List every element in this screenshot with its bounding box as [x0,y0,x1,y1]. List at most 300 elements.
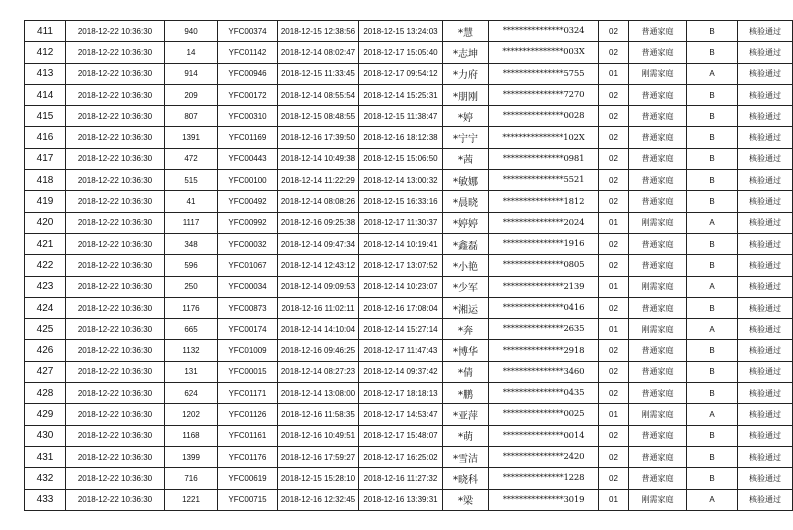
family-type-cell: 普通家庭 [629,361,687,382]
family-type-cell: 普通家庭 [629,84,687,105]
group-cell: B [687,361,738,382]
table-row [25,297,793,318]
family-type-cell: 刚需家庭 [629,63,687,84]
table-row [25,106,793,127]
applicant-name-cell: *湘运 [443,297,489,318]
group-cell: B [687,21,738,42]
submit-time-cell: 2018-12-14 11:22:29 [278,170,359,191]
table-row [25,63,793,84]
group-cell: A [687,319,738,340]
family-type-code-cell: 01 [599,404,629,425]
application-code-cell: YFC00992 [218,212,278,233]
id-number-cell: ***************0805 [489,255,599,276]
seq-no-cell: 433 [25,489,66,510]
publish-time-cell: 2018-12-22 10:36:30 [66,297,165,318]
applicant-name-cell: *婷 [443,106,489,127]
group-cell: A [687,404,738,425]
seq-no-cell: 414 [25,84,66,105]
verification-status-cell: 核验通过 [738,425,793,446]
seq-no-cell: 421 [25,233,66,254]
table-row [25,21,793,42]
id-number-cell: ***************2024 [489,212,599,233]
review-time-cell: 2018-12-15 15:06:50 [359,148,443,169]
publish-time-cell: 2018-12-22 10:36:30 [66,425,165,446]
publish-time-cell: 2018-12-22 10:36:30 [66,489,165,510]
verification-status-cell: 核验通过 [738,319,793,340]
lottery-no-cell: 1132 [165,340,218,361]
applicant-name-cell: *雪洁 [443,446,489,467]
applicant-name-cell: *梁 [443,489,489,510]
review-time-cell: 2018-12-14 13:00:32 [359,170,443,191]
application-code-cell: YFC01126 [218,404,278,425]
id-number-cell: ***************0324 [489,21,599,42]
id-number-cell: ***************5755 [489,63,599,84]
applicant-name-cell: *鑫磊 [443,233,489,254]
lottery-no-cell: 596 [165,255,218,276]
table-row [25,340,793,361]
publish-time-cell: 2018-12-22 10:36:30 [66,404,165,425]
table-row [25,361,793,382]
group-cell: B [687,383,738,404]
lottery-no-cell: 1117 [165,212,218,233]
application-code-cell: YFC01161 [218,425,278,446]
verification-status-cell: 核验通过 [738,212,793,233]
table-row [25,170,793,191]
verification-status-cell: 核验通过 [738,404,793,425]
id-number-cell: ***************2635 [489,319,599,340]
applicant-name-cell: *倩 [443,361,489,382]
publish-time-cell: 2018-12-22 10:36:30 [66,63,165,84]
application-code-cell: YFC01171 [218,383,278,404]
id-number-cell: ***************1916 [489,233,599,254]
publish-time-cell: 2018-12-22 10:36:30 [66,383,165,404]
application-code-cell: YFC01142 [218,42,278,63]
family-type-code-cell: 02 [599,361,629,382]
family-type-code-cell: 02 [599,468,629,489]
seq-no-cell: 412 [25,42,66,63]
family-type-code-cell: 02 [599,170,629,191]
family-type-cell: 普通家庭 [629,127,687,148]
family-type-code-cell: 01 [599,489,629,510]
family-type-code-cell: 01 [599,63,629,84]
verification-status-cell: 核验通过 [738,21,793,42]
table-row [25,276,793,297]
applicant-name-cell: *晓科 [443,468,489,489]
submit-time-cell: 2018-12-14 08:02:47 [278,42,359,63]
submit-time-cell: 2018-12-16 17:39:50 [278,127,359,148]
seq-no-cell: 431 [25,446,66,467]
submit-time-cell: 2018-12-15 11:33:45 [278,63,359,84]
family-type-cell: 普通家庭 [629,148,687,169]
review-time-cell: 2018-12-15 13:24:03 [359,21,443,42]
publish-time-cell: 2018-12-22 10:36:30 [66,255,165,276]
table-row [25,191,793,212]
id-number-cell: ***************5521 [489,170,599,191]
seq-no-cell: 427 [25,361,66,382]
group-cell: B [687,446,738,467]
review-time-cell: 2018-12-17 09:54:12 [359,63,443,84]
application-code-cell: YFC01009 [218,340,278,361]
application-code-cell: YFC00032 [218,233,278,254]
lottery-no-cell: 624 [165,383,218,404]
application-code-cell: YFC00715 [218,489,278,510]
seq-no-cell: 422 [25,255,66,276]
submit-time-cell: 2018-12-15 15:28:10 [278,468,359,489]
family-type-cell: 普通家庭 [629,233,687,254]
verification-status-cell: 核验通过 [738,63,793,84]
publish-time-cell: 2018-12-22 10:36:30 [66,468,165,489]
submit-time-cell: 2018-12-14 09:09:53 [278,276,359,297]
family-type-code-cell: 02 [599,191,629,212]
family-type-code-cell: 02 [599,21,629,42]
applicant-name-cell: *亚萍 [443,404,489,425]
id-number-cell: ***************0028 [489,106,599,127]
table-row [25,255,793,276]
family-type-code-cell: 02 [599,340,629,361]
family-type-cell: 刚需家庭 [629,404,687,425]
verification-status-cell: 核验通过 [738,297,793,318]
seq-no-cell: 420 [25,212,66,233]
table-body [25,21,793,511]
id-number-cell: ***************0981 [489,148,599,169]
applicant-name-cell: *奔 [443,319,489,340]
family-type-code-cell: 02 [599,84,629,105]
table-row [25,319,793,340]
verification-status-cell: 核验通过 [738,170,793,191]
family-type-cell: 普通家庭 [629,106,687,127]
table-row [25,233,793,254]
applicant-name-cell: *鹏 [443,383,489,404]
id-number-cell: ***************0025 [489,404,599,425]
family-type-code-cell: 02 [599,255,629,276]
submit-time-cell: 2018-12-14 14:10:04 [278,319,359,340]
submit-time-cell: 2018-12-15 12:38:56 [278,21,359,42]
lottery-no-cell: 940 [165,21,218,42]
seq-no-cell: 411 [25,21,66,42]
publish-time-cell: 2018-12-22 10:36:30 [66,191,165,212]
table-row [25,489,793,510]
application-code-cell: YFC00946 [218,63,278,84]
group-cell: B [687,340,738,361]
publish-time-cell: 2018-12-22 10:36:30 [66,276,165,297]
family-type-cell: 普通家庭 [629,425,687,446]
family-type-code-cell: 02 [599,425,629,446]
review-time-cell: 2018-12-16 13:39:31 [359,489,443,510]
family-type-code-cell: 02 [599,297,629,318]
family-type-cell: 普通家庭 [629,170,687,191]
review-time-cell: 2018-12-15 11:38:47 [359,106,443,127]
family-type-code-cell: 02 [599,233,629,254]
verification-status-cell: 核验通过 [738,383,793,404]
seq-no-cell: 418 [25,170,66,191]
table-row [25,42,793,63]
review-time-cell: 2018-12-16 11:27:32 [359,468,443,489]
verification-status-cell: 核验通过 [738,468,793,489]
review-time-cell: 2018-12-17 15:05:40 [359,42,443,63]
application-code-cell: YFC00619 [218,468,278,489]
seq-no-cell: 416 [25,127,66,148]
applicant-name-cell: *博华 [443,340,489,361]
seq-no-cell: 429 [25,404,66,425]
group-cell: B [687,468,738,489]
review-time-cell: 2018-12-17 13:07:52 [359,255,443,276]
id-number-cell: ***************2918 [489,340,599,361]
lottery-no-cell: 250 [165,276,218,297]
lottery-no-cell: 515 [165,170,218,191]
id-number-cell: ***************7270 [489,84,599,105]
family-type-cell: 普通家庭 [629,297,687,318]
review-time-cell: 2018-12-16 17:08:04 [359,297,443,318]
seq-no-cell: 415 [25,106,66,127]
review-time-cell: 2018-12-14 09:37:42 [359,361,443,382]
seq-no-cell: 425 [25,319,66,340]
publish-time-cell: 2018-12-22 10:36:30 [66,148,165,169]
table-row [25,383,793,404]
seq-no-cell: 428 [25,383,66,404]
publish-time-cell: 2018-12-22 10:36:30 [66,319,165,340]
application-code-cell: YFC01067 [218,255,278,276]
submit-time-cell: 2018-12-14 08:27:23 [278,361,359,382]
group-cell: B [687,127,738,148]
group-cell: B [687,84,738,105]
group-cell: B [687,42,738,63]
application-code-cell: YFC00100 [218,170,278,191]
verification-status-cell: 核验通过 [738,361,793,382]
lottery-no-cell: 1221 [165,489,218,510]
application-code-cell: YFC00374 [218,21,278,42]
verification-status-cell: 核验通过 [738,84,793,105]
review-time-cell: 2018-12-17 16:25:02 [359,446,443,467]
review-time-cell: 2018-12-17 18:18:13 [359,383,443,404]
group-cell: A [687,212,738,233]
applicant-name-cell: *晨晓 [443,191,489,212]
submit-time-cell: 2018-12-16 12:32:45 [278,489,359,510]
verification-status-cell: 核验通过 [738,127,793,148]
result-table [24,20,793,511]
submit-time-cell: 2018-12-14 08:55:54 [278,84,359,105]
review-time-cell: 2018-12-16 18:12:38 [359,127,443,148]
lottery-no-cell: 1399 [165,446,218,467]
verification-status-cell: 核验通过 [738,340,793,361]
publish-time-cell: 2018-12-22 10:36:30 [66,446,165,467]
submit-time-cell: 2018-12-16 09:25:38 [278,212,359,233]
seq-no-cell: 424 [25,297,66,318]
id-number-cell: ***************2420 [489,446,599,467]
application-code-cell: YFC00443 [218,148,278,169]
publish-time-cell: 2018-12-22 10:36:30 [66,127,165,148]
group-cell: B [687,106,738,127]
lottery-no-cell: 209 [165,84,218,105]
publish-time-cell: 2018-12-22 10:36:30 [66,106,165,127]
family-type-cell: 普通家庭 [629,468,687,489]
seq-no-cell: 426 [25,340,66,361]
group-cell: B [687,425,738,446]
lottery-no-cell: 807 [165,106,218,127]
table-row [25,404,793,425]
family-type-cell: 普通家庭 [629,191,687,212]
group-cell: B [687,170,738,191]
applicant-name-cell: *志坤 [443,42,489,63]
lottery-no-cell: 131 [165,361,218,382]
publish-time-cell: 2018-12-22 10:36:30 [66,212,165,233]
submit-time-cell: 2018-12-16 10:49:51 [278,425,359,446]
family-type-cell: 普通家庭 [629,21,687,42]
verification-status-cell: 核验通过 [738,42,793,63]
publish-time-cell: 2018-12-22 10:36:30 [66,361,165,382]
table-row [25,468,793,489]
applicant-name-cell: *朋刚 [443,84,489,105]
verification-status-cell: 核验通过 [738,148,793,169]
submit-time-cell: 2018-12-14 13:08:00 [278,383,359,404]
family-type-cell: 刚需家庭 [629,489,687,510]
group-cell: B [687,233,738,254]
group-cell: B [687,191,738,212]
family-type-cell: 普通家庭 [629,42,687,63]
application-code-cell: YFC00172 [218,84,278,105]
id-number-cell: ***************1228 [489,468,599,489]
review-time-cell: 2018-12-14 15:25:31 [359,84,443,105]
table-row [25,425,793,446]
review-time-cell: 2018-12-15 16:33:16 [359,191,443,212]
table-row [25,212,793,233]
review-time-cell: 2018-12-14 15:27:14 [359,319,443,340]
verification-status-cell: 核验通过 [738,276,793,297]
application-code-cell: YFC00015 [218,361,278,382]
group-cell: A [687,489,738,510]
family-type-code-cell: 02 [599,42,629,63]
id-number-cell: ***************2139 [489,276,599,297]
id-number-cell: ***************1812 [489,191,599,212]
lottery-no-cell: 1202 [165,404,218,425]
verification-status-cell: 核验通过 [738,233,793,254]
table-row [25,127,793,148]
seq-no-cell: 423 [25,276,66,297]
table-row [25,84,793,105]
publish-time-cell: 2018-12-22 10:36:30 [66,21,165,42]
lottery-result-table-page [24,20,781,511]
applicant-name-cell: *宁宁 [443,127,489,148]
publish-time-cell: 2018-12-22 10:36:30 [66,84,165,105]
family-type-cell: 普通家庭 [629,340,687,361]
applicant-name-cell: *茜 [443,148,489,169]
lottery-no-cell: 1168 [165,425,218,446]
application-code-cell: YFC01176 [218,446,278,467]
family-type-code-cell: 01 [599,319,629,340]
application-code-cell: YFC00034 [218,276,278,297]
verification-status-cell: 核验通过 [738,106,793,127]
family-type-code-cell: 02 [599,383,629,404]
review-time-cell: 2018-12-17 14:53:47 [359,404,443,425]
submit-time-cell: 2018-12-14 08:08:26 [278,191,359,212]
applicant-name-cell: *婷婷 [443,212,489,233]
family-type-code-cell: 01 [599,212,629,233]
submit-time-cell: 2018-12-16 09:46:25 [278,340,359,361]
lottery-no-cell: 348 [165,233,218,254]
publish-time-cell: 2018-12-22 10:36:30 [66,170,165,191]
submit-time-cell: 2018-12-16 17:59:27 [278,446,359,467]
submit-time-cell: 2018-12-15 08:48:55 [278,106,359,127]
family-type-code-cell: 02 [599,127,629,148]
table-row [25,446,793,467]
seq-no-cell: 419 [25,191,66,212]
seq-no-cell: 432 [25,468,66,489]
table-row [25,148,793,169]
applicant-name-cell: *萌 [443,425,489,446]
verification-status-cell: 核验通过 [738,489,793,510]
submit-time-cell: 2018-12-14 09:47:34 [278,233,359,254]
lottery-no-cell: 716 [165,468,218,489]
group-cell: A [687,276,738,297]
lottery-no-cell: 1176 [165,297,218,318]
id-number-cell: ***************3019 [489,489,599,510]
family-type-code-cell: 02 [599,106,629,127]
family-type-cell: 刚需家庭 [629,319,687,340]
submit-time-cell: 2018-12-16 11:58:35 [278,404,359,425]
verification-status-cell: 核验通过 [738,255,793,276]
family-type-cell: 刚需家庭 [629,212,687,233]
review-time-cell: 2018-12-17 11:30:37 [359,212,443,233]
lottery-no-cell: 914 [165,63,218,84]
lottery-no-cell: 665 [165,319,218,340]
family-type-code-cell: 01 [599,276,629,297]
review-time-cell: 2018-12-14 10:23:07 [359,276,443,297]
applicant-name-cell: *敏娜 [443,170,489,191]
group-cell: B [687,148,738,169]
review-time-cell: 2018-12-17 15:48:07 [359,425,443,446]
group-cell: B [687,297,738,318]
group-cell: A [687,63,738,84]
family-type-code-cell: 02 [599,148,629,169]
id-number-cell: ***************0416 [489,297,599,318]
applicant-name-cell: *小艳 [443,255,489,276]
application-code-cell: YFC00492 [218,191,278,212]
family-type-cell: 普通家庭 [629,383,687,404]
seq-no-cell: 417 [25,148,66,169]
application-code-cell: YFC00310 [218,106,278,127]
lottery-no-cell: 41 [165,191,218,212]
group-cell: B [687,255,738,276]
publish-time-cell: 2018-12-22 10:36:30 [66,340,165,361]
id-number-cell: ***************3460 [489,361,599,382]
id-number-cell: ***************0014 [489,425,599,446]
lottery-no-cell: 1391 [165,127,218,148]
publish-time-cell: 2018-12-22 10:36:30 [66,233,165,254]
applicant-name-cell: *力府 [443,63,489,84]
lottery-no-cell: 472 [165,148,218,169]
family-type-code-cell: 02 [599,446,629,467]
applicant-name-cell: *慧 [443,21,489,42]
family-type-cell: 普通家庭 [629,446,687,467]
application-code-cell: YFC01169 [218,127,278,148]
family-type-cell: 普通家庭 [629,255,687,276]
submit-time-cell: 2018-12-14 12:43:12 [278,255,359,276]
submit-time-cell: 2018-12-16 11:02:11 [278,297,359,318]
review-time-cell: 2018-12-17 11:47:43 [359,340,443,361]
id-number-cell: ***************0435 [489,383,599,404]
verification-status-cell: 核验通过 [738,446,793,467]
seq-no-cell: 430 [25,425,66,446]
id-number-cell: ***************102X [489,127,599,148]
verification-status-cell: 核验通过 [738,191,793,212]
review-time-cell: 2018-12-14 10:19:41 [359,233,443,254]
family-type-cell: 刚需家庭 [629,276,687,297]
id-number-cell: ***************003X [489,42,599,63]
applicant-name-cell: *少军 [443,276,489,297]
application-code-cell: YFC00174 [218,319,278,340]
application-code-cell: YFC00873 [218,297,278,318]
lottery-no-cell: 14 [165,42,218,63]
publish-time-cell: 2018-12-22 10:36:30 [66,42,165,63]
